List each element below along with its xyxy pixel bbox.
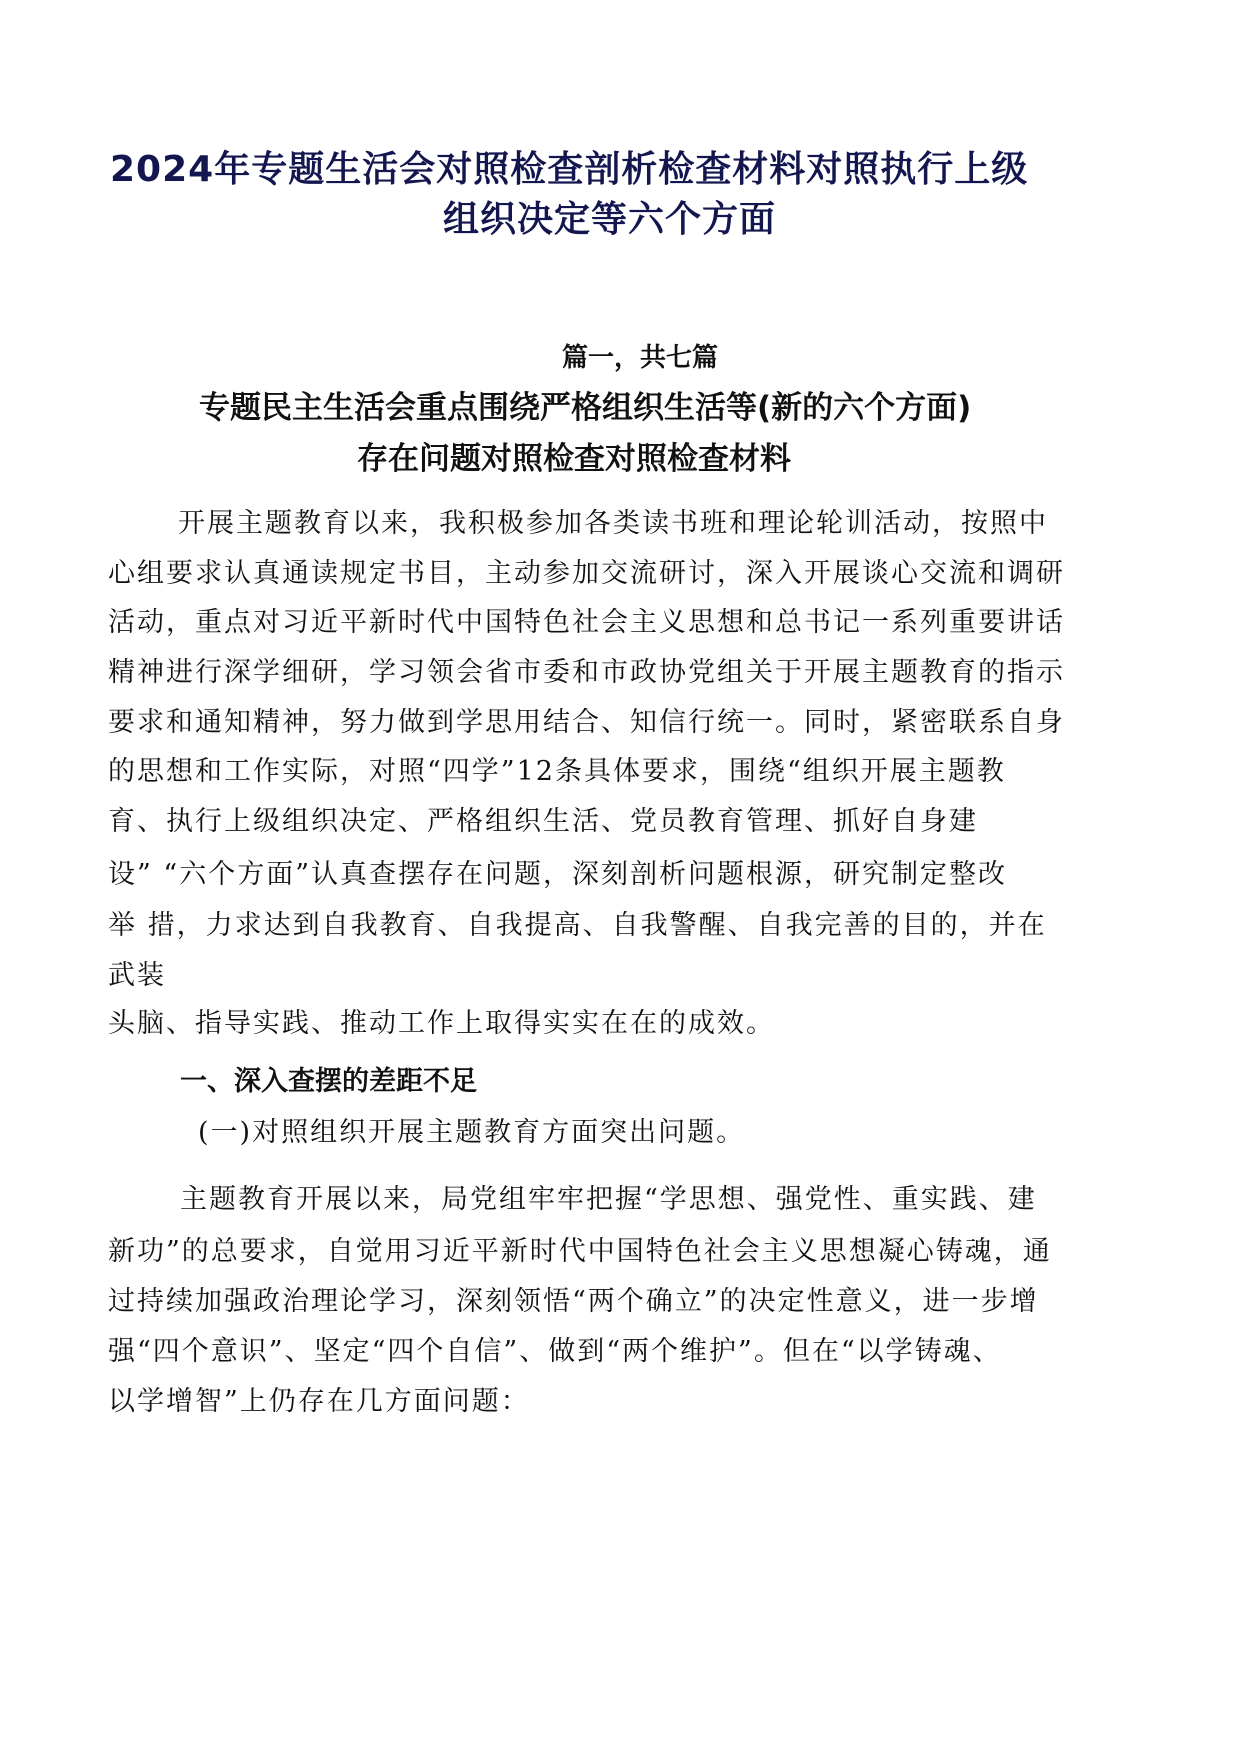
subsection-heading-1: (一)对照组织开展主题教育方面突出问题。: [198, 1117, 746, 1148]
document-title-line-2: 组织决定等六个方面: [443, 199, 777, 240]
intro-line: 武装: [108, 960, 166, 991]
paragraph-line: 主题教育开展以来，局党组牢牢把握“学思想、强党性、重实践、建: [180, 1184, 1037, 1215]
intro-line: 头脑、指导实践、推动工作上取得实实在在的成效。: [108, 1008, 775, 1039]
part-label: 篇一，共七篇: [562, 343, 719, 373]
document-title-line-1: 2024年专题生活会对照检查剖析检查材料对照执行上级: [110, 149, 1029, 190]
intro-line: 活动，重点对习近平新时代中国特色社会主义思想和总书记一系列重要讲话: [108, 607, 1065, 638]
paragraph-line: 新功”的总要求，自觉用习近平新时代中国特色社会主义思想凝心铸魂，通: [108, 1236, 1052, 1267]
subtitle-line-2: 存在问题对照检查对照检查材料: [357, 441, 791, 477]
section-heading-1: 一、深入查摆的差距不足: [180, 1066, 477, 1097]
paragraph-line: 过持续加强政治理论学习，深刻领悟“两个确立”的决定性意义，进一步增: [108, 1286, 1039, 1317]
intro-line: 开展主题教育以来，我积极参加各类读书班和理论轮训活动，按照中: [178, 508, 1048, 539]
intro-line: 的思想和工作实际，对照“四学”12条具体要求，围绕“组织开展主题教: [108, 756, 1006, 787]
intro-line: 育、执行上级组织决定、严格组织生活、党员教育管理、抓好自身建: [108, 806, 978, 837]
intro-line: 设” “六个方面”认真查摆存在问题，深刻剖析问题根源，研究制定整改: [108, 859, 1007, 890]
intro-line: 精神进行深学细研，学习领会省市委和市政协党组关于开展主题教育的指示: [108, 657, 1065, 688]
paragraph-line: 强“四个意识”、坚定“四个自信”、做到“两个维护”。但在“以学铸魂、: [108, 1336, 1002, 1367]
intro-line: 要求和通知精神，努力做到学思用结合、知信行统一。同时，紧密联系自身: [108, 707, 1065, 738]
intro-line: 举 措，力求达到自我教育、自我提高、自我警醒、自我完善的目的，并在: [108, 910, 1047, 941]
intro-line: 心组要求认真通读规定书目，主动参加交流研讨，深入开展谈心交流和调研: [108, 558, 1065, 589]
subtitle-line-1: 专题民主生活会重点围绕严格组织生活等(新的六个方面): [199, 390, 972, 426]
paragraph-line: 以学增智”上仍存在几方面问题：: [108, 1386, 530, 1417]
